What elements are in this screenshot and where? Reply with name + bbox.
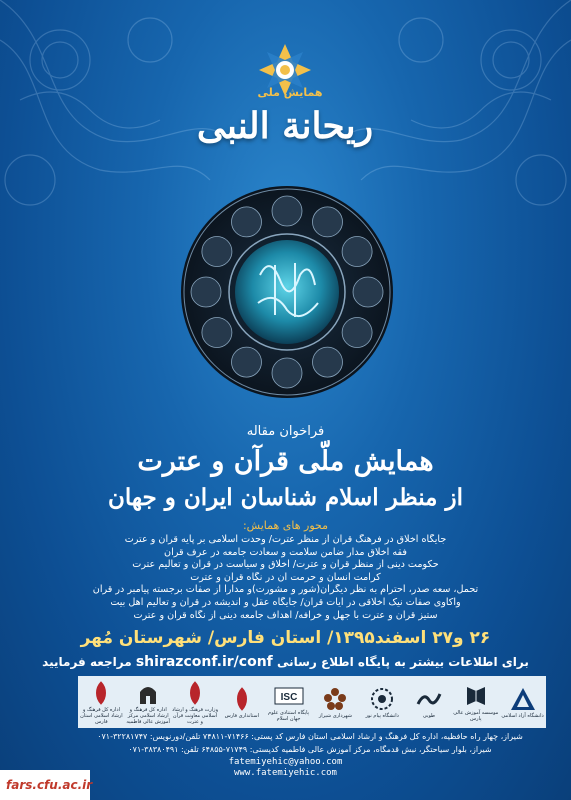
sponsor-logo: وزارت فرهنگ و ارشاد اسلامی معاونت قرآن و عترت [172, 680, 219, 725]
iran-emblem-icon [227, 686, 257, 712]
sponsor-logos-strip [78, 676, 546, 728]
more-info-line [0, 654, 571, 670]
contact-email-link[interactable]: fatemiyehic@yahoo.com [228, 757, 343, 767]
conference-url-link[interactable]: shirazconf.ir/conf [135, 654, 273, 670]
sponsor-logo: ISC پایگاه استنادی علوم جهان اسلام [265, 683, 312, 722]
sponsor-logo: استانداری فارس [218, 686, 265, 719]
sponsor-logo: موسسه آموزش عالی پارس [452, 683, 499, 722]
quran-medallion [180, 185, 394, 399]
iran-emblem-icon [180, 680, 210, 706]
sponsor-logo: طوبی [406, 686, 453, 719]
more-info-suffix: مراجعه فرمایید [42, 655, 132, 669]
event-dates-location: ۲۶ و۲۷ اسفند۱۳۹۵/ استان فارس/ شهرستان مُهر [80, 628, 491, 648]
isc-logo-icon [274, 683, 304, 709]
sponsor-logo: شهرداری شیراز [312, 686, 359, 719]
flower-emblem-icon [320, 686, 350, 712]
list-item: فقه اخلاق مدار ضامن سلامت و سعادت جامعه در عرف قرآن [164, 546, 407, 558]
sponsor-logo: اداره کل فرهنگ و ارشاد اسلامی استان فارس [78, 680, 125, 725]
azad-university-icon [508, 686, 538, 712]
list-item: کرامت انسان و حرمت آن در نگاه قرآن و عترت [190, 571, 381, 583]
call-for-papers: فراخوان مقاله [246, 424, 325, 439]
conference-title: ریحانة النبی [196, 105, 374, 147]
headline-title: همایش ملّی قرآن و عترت [137, 446, 434, 477]
iran-emblem-icon [86, 680, 116, 706]
address-line-2: شیراز، بلوار سیاحتگر، نبش قدمگاه، مرکز آموزش عالی فاطمیه کدپستی: ۷۱۷۴۹-۶۴۸۵۵ تلفن: ۳۸۳۸۰۴۹۱-۰۷۱ [128, 745, 492, 754]
list-item: تحمل، سعه صدر، احترام به نظر دیگران(شور و مشورت)و مدارا از صفات برجسته پیامبر در قرآن [92, 584, 479, 596]
headline-subtitle: از منظر اسلام شناسان ایران و جهان [108, 484, 463, 511]
axes-heading: محور های همایش: [242, 519, 329, 532]
sponsor-logo: اداره کل فرهنگ و ارشاد اسلامی مرکز آموزش عالی فاطمیه [125, 680, 172, 725]
conference-logo-icon [240, 40, 330, 110]
sponsor-logo: دانشگاه آزاد اسلامی [499, 686, 546, 719]
svg-text:ISC: ISC [280, 691, 297, 703]
website-link[interactable]: www.fatemiyehic.com [234, 768, 337, 778]
list-item: حکومت دینی از منظر قرآن و عترت/ اخلاق و سیاست در قرآن و تعالیم عترت [132, 559, 439, 571]
book-logo-icon [461, 683, 491, 709]
list-item: ستیز قرآن و عترت با جهل و خرافه/ اهداف جامعه دینی از نگاه قرآن و عترت [133, 609, 438, 621]
sponsor-logo: دانشگاه پیام نور [359, 686, 406, 719]
list-item: جایگاه اخلاق در فرهنگ قرآن از منظر عترت/ وحدت اسلامی بر پایه قرآن و عترت [124, 534, 447, 545]
axes-list [30, 534, 541, 622]
list-item: واکاوی صفات نیک اخلاقی در آیات قرآن/ جایگاه عقل و اندیشه در قرآن و تعالیم اهل بیت [110, 596, 461, 608]
payame-noor-icon [367, 686, 397, 712]
address-line-1: شیراز، چهار راه حافظیه، اداره کل فرهنگ و ارشاد اسلامی استان فارس کد پستی: ۷۱۴۶۶-۷۴۸۱۱ تلفن/دورنویس: ۳۲۲۸۱۷۴۷-۰۷۱ [97, 732, 523, 741]
watermark-text: fars.cfu.ac.ir [6, 778, 93, 792]
tooba-logo-icon [414, 686, 444, 712]
mosque-icon [133, 680, 163, 706]
logo-caption: همایش ملی [257, 86, 323, 99]
more-info-prefix: برای اطلاعات بیشتر به پایگاه اطلاع رسانی [276, 655, 529, 669]
